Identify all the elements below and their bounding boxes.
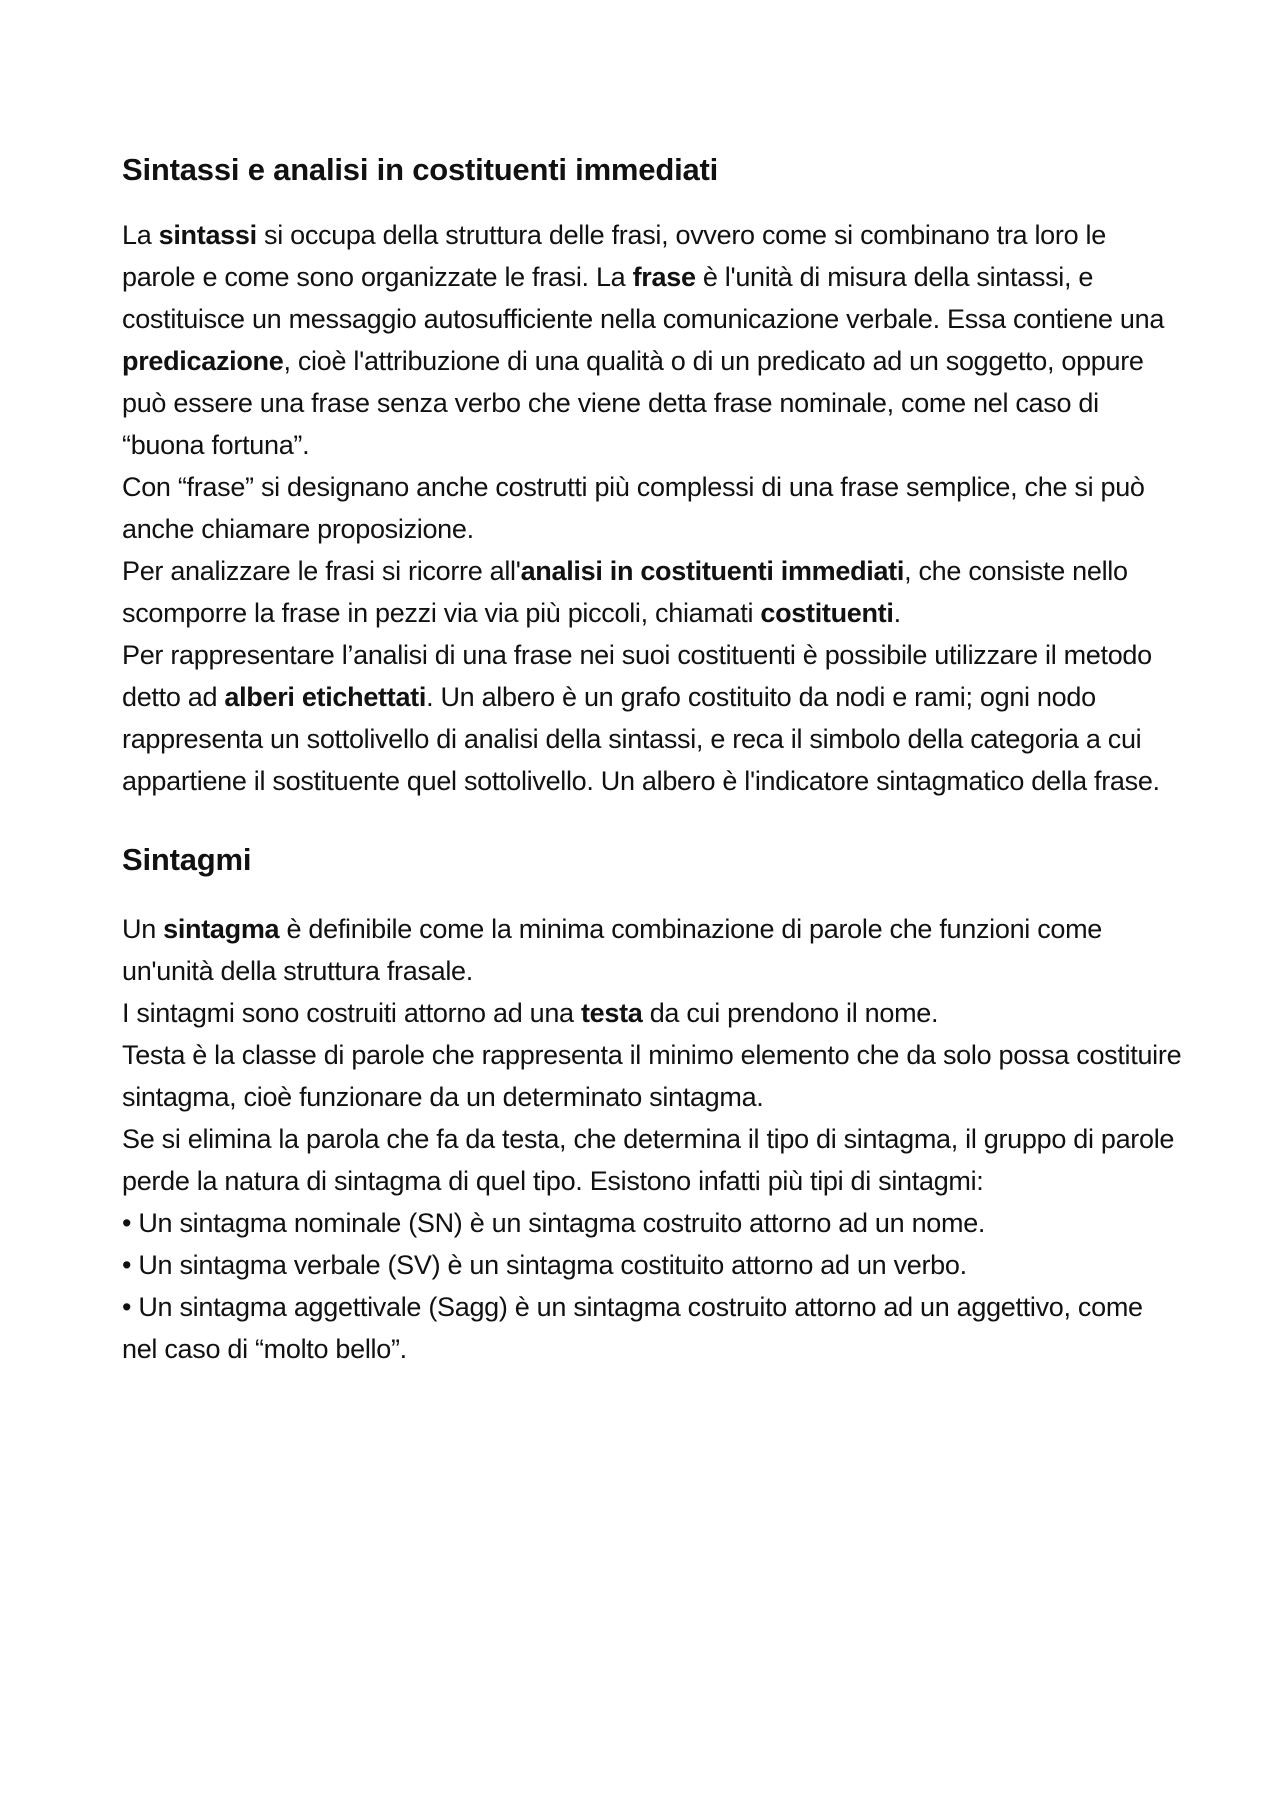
bold-term-alberi: alberi etichettati [224, 682, 427, 712]
text-run: I sintagmi sono costruiti attorno ad una [122, 998, 581, 1028]
text-run: Per analizzare le frasi si ricorre all' [122, 556, 521, 586]
bold-term-predicazione: predicazione [122, 346, 284, 376]
text-run: è definibile come la minima combinazione di parole che funzioni come un'unità della struttura frasale. [122, 914, 1103, 986]
bold-term-costituenti: costituenti [760, 598, 894, 628]
text-run: . [893, 598, 901, 628]
text-run: La [122, 220, 159, 250]
text-run: , che consiste nello scomporre la frase in pezzi via via più piccoli, chiamati [122, 556, 1128, 628]
paragraph-frase-complessa: Con “frase” si designano anche costrutti più complessi di una frase semplice, che si può anche chiamare proposizione. [122, 472, 1145, 544]
paragraph-sintassi-definition [122, 214, 1182, 466]
paragraph-alberi-etichettati [122, 634, 1182, 802]
text-run: Per rappresentare l’analisi di una frase nei suoi costituenti è possibile utilizzare il metodo detto ad [122, 640, 1152, 712]
document-page [122, 150, 1182, 1370]
bold-term-analisi: analisi in costituenti immediati [520, 556, 905, 586]
paragraph-testa [122, 992, 1182, 1034]
bold-term-sintagma: sintagma [163, 914, 280, 944]
text-run: si occupa della struttura delle frasi, ovvero come si combinano tra loro le parole e come sono organizzate le frasi. La [122, 220, 1106, 292]
bullet-item: • Un sintagma verbale (SV) è un sintagma costituito attorno ad un verbo. [122, 1250, 967, 1280]
paragraph-testa-definition: Testa è la classe di parole che rappresenta il minimo elemento che da solo possa costituire sintagma, cioè funzionare da un determinato sintagma. [122, 1040, 1182, 1112]
bold-term-sintassi: sintassi [158, 220, 257, 250]
text-run: è l'unità di misura della sintassi, e costituisce un messaggio autosufficiente nella comunicazione verbale. Essa contiene una [122, 262, 1165, 334]
paragraph-sintagma-definition [122, 908, 1182, 992]
bold-term-frase: frase [632, 262, 696, 292]
text-run: , cioè l'attribuzione di una qualità o di un predicato ad un soggetto, oppure può essere una frase senza verbo che viene detta frase nominale, come nel caso di “buona fortuna”. [122, 346, 1144, 460]
text-run: Un [122, 914, 164, 944]
bullet-item: • Un sintagma aggettivale (Sagg) è un sintagma costruito attorno ad un aggettivo, come nel caso di “molto bello”. [122, 1292, 1143, 1364]
paragraph-tipi-sintagmi: Se si elimina la parola che fa da testa, che determina il tipo di sintagma, il gruppo di parole perde la natura di sintagma di quel tipo. Esistono infatti più tipi di sintagmi: [122, 1124, 1175, 1196]
section-title-sintassi: Sintassi e analisi in costituenti immediati [122, 152, 719, 187]
text-run: . Un albero è un grafo costituito da nodi e rami; ogni nodo rappresenta un sottolivello di analisi della sintassi, e reca il simbolo della categoria a cui appartiene il sostituente quel sottolivello. Un albero è l'indicatore sintagmatico della frase. [122, 682, 1160, 796]
text-run: da cui prendono il nome. [642, 998, 939, 1028]
bullet-item: • Un sintagma nominale (SN) è un sintagma costruito attorno ad un nome. [122, 1208, 986, 1238]
section-title-sintagmi: Sintagmi [122, 842, 252, 877]
bold-term-testa: testa [580, 998, 643, 1028]
paragraph-analisi-costituenti [122, 550, 1182, 634]
